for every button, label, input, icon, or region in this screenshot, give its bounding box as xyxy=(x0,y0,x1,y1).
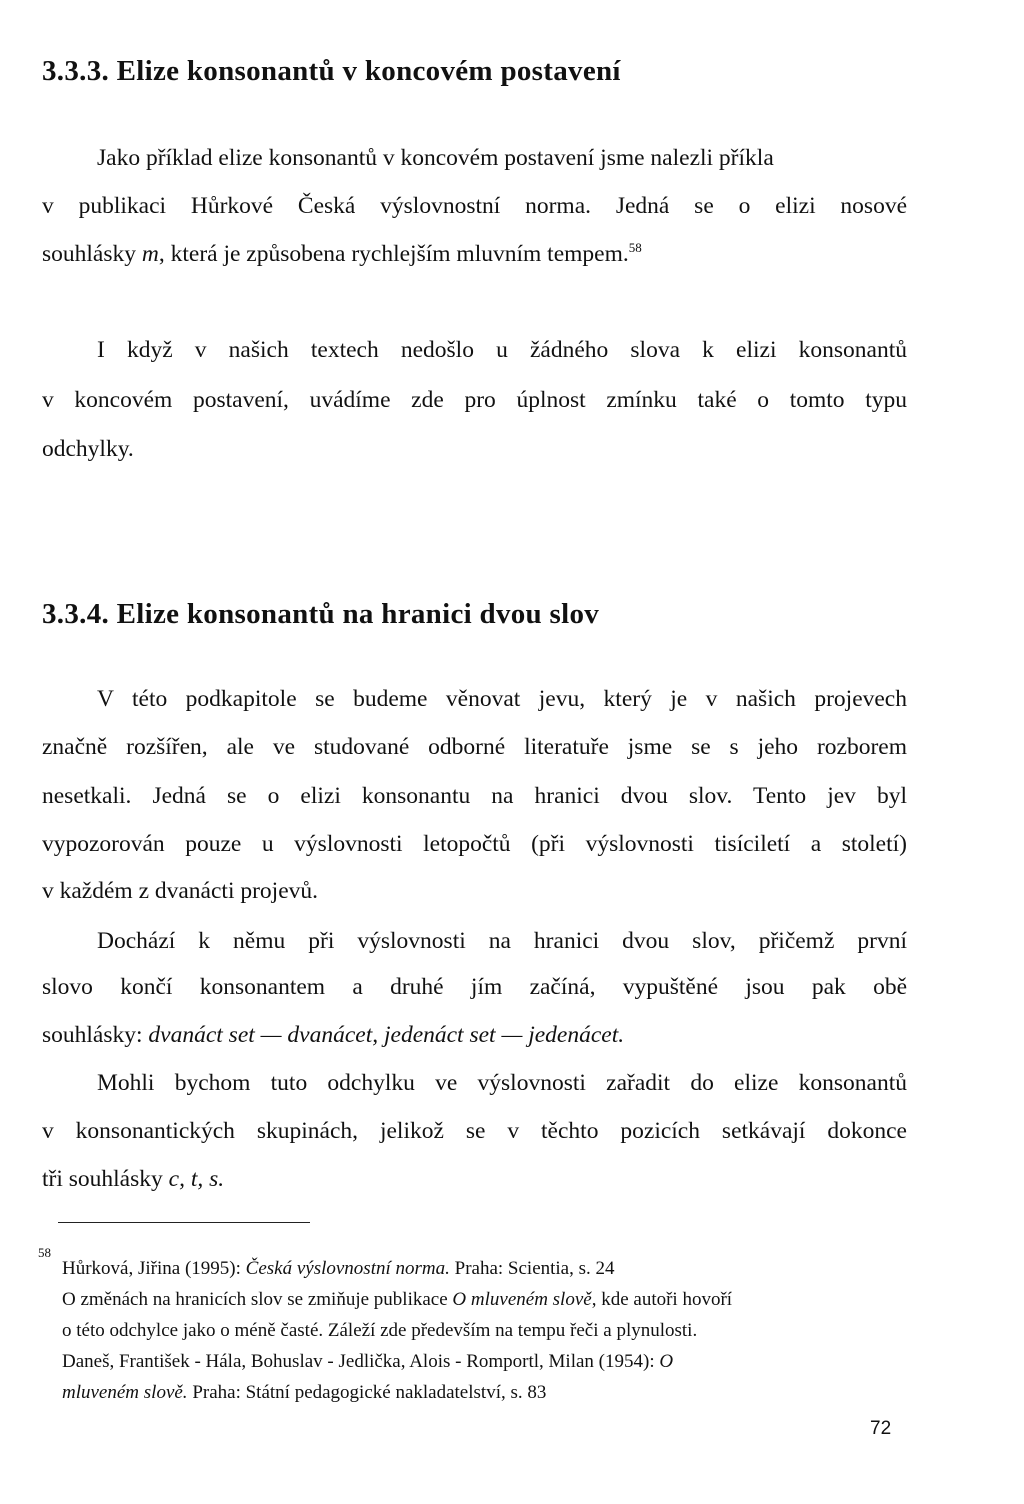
paragraph-2-line-2: v koncovém postavení, uvádíme zde pro úplnost zmínku také o tomto typu xyxy=(42,387,907,413)
text-segment: Hůrková, Jiřina (1995): xyxy=(62,1258,246,1279)
paragraph-4-line-2: slovo končí konsonantem a druhé jím začíná, vypuštěné jsou pak obě xyxy=(42,974,907,1000)
paragraph-5-line-3 xyxy=(42,1166,224,1193)
paragraph-3-line-2: značně rozšířen, ale ve studované odborné literatuře jsme se s jeho rozborem xyxy=(42,734,907,760)
paragraph-1-line-2: v publikaci Hůrkové Česká výslovnostní norma. Jedná se o elizi nosové xyxy=(42,193,907,219)
paragraph-5-line-1: Mohli bychom tuto odchylku ve výslovnosti zařadit do elize konsonantů xyxy=(97,1070,907,1096)
text-segment: Praha: Scientia, s. 24 xyxy=(449,1258,615,1279)
text-segment: , která je způsobena rychlejším mluvním tempem. xyxy=(158,241,629,267)
footnote-separator xyxy=(58,1222,310,1223)
example-words: dvanáct set — dvanácet, jedenáct set — jedenácet. xyxy=(148,1022,625,1048)
section-heading-3-3-3: 3.3.3. Elize konsonantů v koncovém postavení xyxy=(42,55,621,87)
book-title: O mluveném slově xyxy=(452,1289,592,1310)
footnote-reference[interactable]: 58 xyxy=(628,240,642,256)
book-title: O xyxy=(659,1351,674,1372)
example-letters: c, t, s. xyxy=(168,1166,225,1192)
book-title: Česká výslovnostní norma. xyxy=(245,1258,450,1279)
footnote-line-1 xyxy=(62,1258,615,1280)
footnote-line-3: o této odchylce jako o méně časté. Záleží zde především na tempu řeči a plynulosti. xyxy=(62,1320,698,1341)
page-number: 72 xyxy=(870,1418,892,1439)
paragraph-2-line-3: odchylky. xyxy=(42,436,134,462)
paragraph-1-line-3 xyxy=(42,241,642,268)
text-segment: O změnách na hranicích slov se zmiňuje publikace xyxy=(62,1289,453,1310)
paragraph-4-line-3 xyxy=(42,1022,624,1049)
text-segment: souhlásky xyxy=(42,241,142,267)
italic-letter-m: m xyxy=(141,241,159,267)
text-segment: tři souhlásky xyxy=(42,1166,169,1192)
text-segment: Daneš, František - Hála, Bohuslav - Jedlička, Alois - Romportl, Milan (1954): xyxy=(62,1351,660,1372)
paragraph-3-line-3: nesetkali. Jedná se o elizi konsonantu na hranici dvou slov. Tento jev byl xyxy=(42,783,907,809)
text-segment: Praha: Státní pedagogické nakladatelství, s. 83 xyxy=(187,1382,547,1403)
paragraph-1-line-1: Jako příklad elize konsonantů v koncovém postavení jsme nalezli příkla xyxy=(97,145,774,171)
text-segment: souhlásky: xyxy=(42,1022,149,1048)
footnote-line-5 xyxy=(62,1382,546,1404)
book-title: mluveném slově. xyxy=(62,1382,188,1403)
paragraph-5-line-2: v konsonantických skupinách, jelikož se v těchto pozicích setkávají dokonce xyxy=(42,1118,907,1144)
paragraph-2-line-1: I když v našich textech nedošlo u žádného slova k elizi konsonantů xyxy=(97,337,907,363)
footnote-line-4 xyxy=(62,1351,673,1373)
section-heading-3-3-4: 3.3.4. Elize konsonantů na hranici dvou slov xyxy=(42,598,600,630)
paragraph-3-line-4: vypozorován pouze u výslovnosti letopočtů (při výslovnosti tisíciletí a století) xyxy=(42,831,907,857)
footnote-line-2 xyxy=(62,1289,732,1311)
paragraph-3-line-1: V této podkapitole se budeme věnovat jevu, který je v našich projevech xyxy=(97,686,907,712)
paragraph-3-line-5: v každém z dvanácti projevů. xyxy=(42,878,319,904)
text-segment: , kde autoři hovoří xyxy=(591,1289,733,1310)
paragraph-4-line-1: Dochází k němu při výslovnosti na hranici dvou slov, přičemž první xyxy=(97,928,907,954)
footnote-number: 58 xyxy=(38,1245,51,1260)
